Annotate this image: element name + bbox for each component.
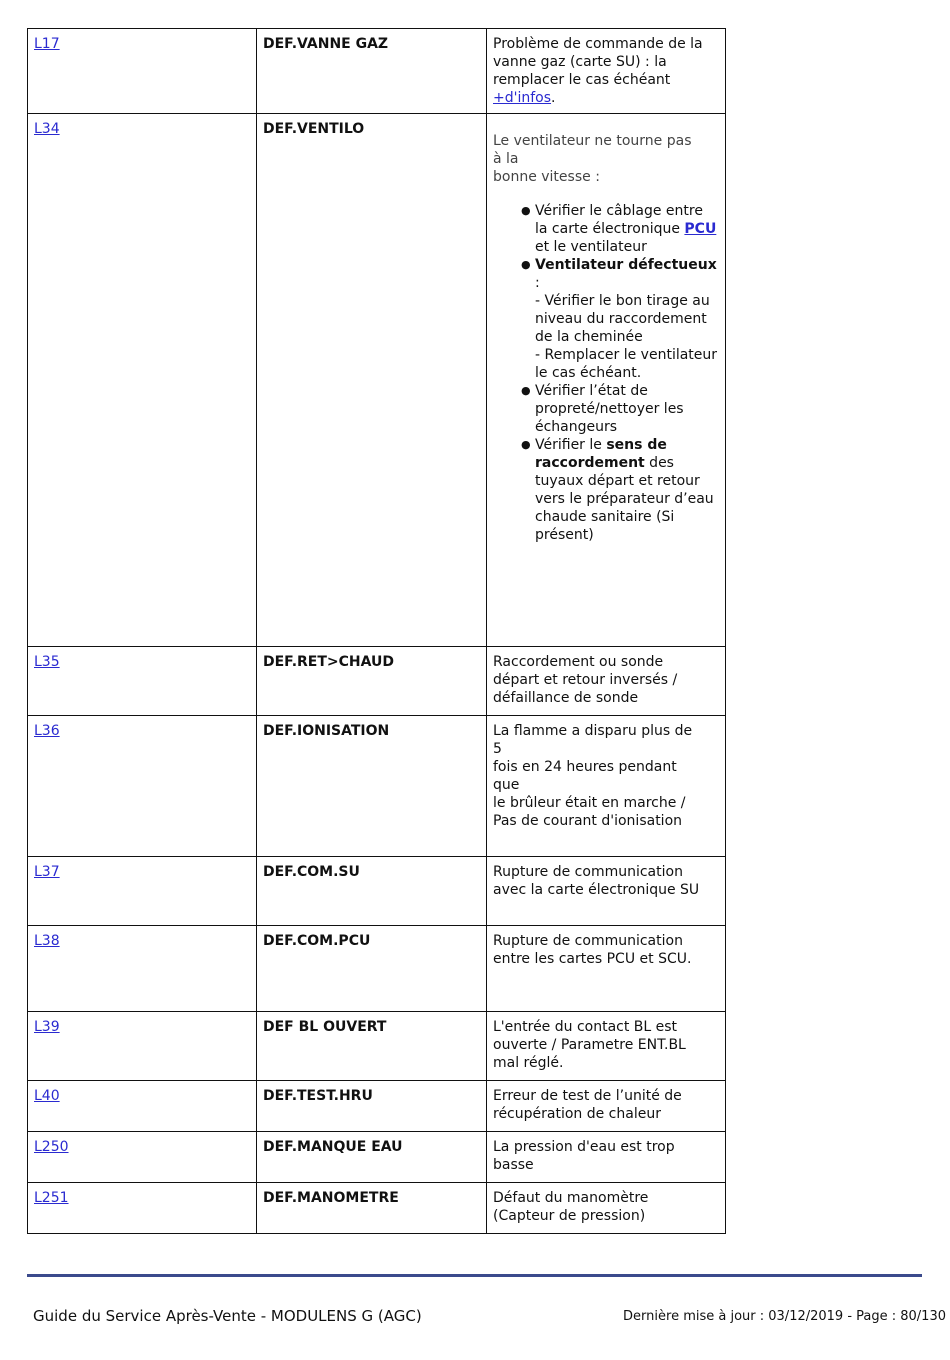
text: Vérifier le	[535, 437, 607, 453]
fault-name: DEF.COM.PCU	[263, 933, 371, 949]
fault-name-cell	[257, 1132, 487, 1183]
intro-line: à la	[493, 151, 519, 167]
description-line	[493, 89, 719, 107]
code-cell	[28, 1012, 257, 1081]
fault-name: DEF.COM.SU	[263, 864, 360, 880]
description-line: mal réglé.	[493, 1055, 564, 1071]
description-cell	[487, 716, 726, 857]
checklist-item	[535, 256, 719, 382]
description-line: basse	[493, 1157, 534, 1173]
fault-name: DEF.VANNE GAZ	[263, 36, 389, 52]
footer-rule	[27, 1274, 922, 1277]
fault-code-link[interactable]: L35	[34, 654, 60, 670]
fault-name: DEF.VENTILO	[263, 121, 365, 137]
checklist-item	[535, 436, 719, 544]
table-row	[28, 857, 726, 926]
code-cell	[28, 1132, 257, 1183]
intro-line: bonne vitesse :	[493, 169, 600, 185]
description-line: La pression d'eau est trop	[493, 1139, 675, 1155]
text: et le ventilateur	[535, 239, 647, 255]
fault-name-cell	[257, 1012, 487, 1081]
period: .	[551, 90, 556, 106]
fault-name-cell	[257, 1183, 487, 1234]
fault-name: DEF.MANQUE EAU	[263, 1139, 403, 1155]
fault-code-link[interactable]: L36	[34, 723, 60, 739]
description-cell	[487, 647, 726, 716]
intro-line: Le ventilateur ne tourne pas	[493, 133, 692, 149]
code-cell	[28, 29, 257, 114]
table-row	[28, 716, 726, 857]
description-line: (Capteur de pression)	[493, 1208, 646, 1224]
fault-code-link[interactable]: L40	[34, 1088, 60, 1104]
fault-name: DEF.TEST.HRU	[263, 1088, 373, 1104]
description-line: départ et retour inversés /	[493, 672, 678, 688]
fault-code-link[interactable]: L251	[34, 1190, 69, 1206]
fault-code-link[interactable]: L34	[34, 121, 60, 137]
fault-name-cell	[257, 647, 487, 716]
description-cell	[487, 1081, 726, 1132]
code-cell	[28, 926, 257, 1012]
table-row	[28, 926, 726, 1012]
description-line: Pas de courant d'ionisation	[493, 813, 683, 829]
fault-name-cell	[257, 29, 487, 114]
text: Vérifier le câblage entre la carte électronique	[535, 203, 703, 237]
description-cell	[487, 857, 726, 926]
fault-code-link[interactable]: L17	[34, 36, 60, 52]
description-line: Problème de commande de la	[493, 36, 703, 52]
code-cell	[28, 647, 257, 716]
description-line: vanne gaz (carte SU) : la	[493, 54, 667, 70]
description-cell	[487, 1132, 726, 1183]
table-row	[28, 1081, 726, 1132]
table-row	[28, 1132, 726, 1183]
description-line: que	[493, 777, 520, 793]
fault-name: DEF BL OUVERT	[263, 1019, 387, 1035]
description-cell	[487, 1012, 726, 1081]
description-line: récupération de chaleur	[493, 1106, 661, 1122]
description-line: L'entrée du contact BL est	[493, 1019, 678, 1035]
table-row	[28, 114, 726, 647]
description-line: ouverte / Parametre ENT.BL	[493, 1037, 686, 1053]
fault-name: DEF.RET>CHAUD	[263, 654, 395, 670]
footer-title: Guide du Service Après-Vente - MODULENS G (AGC)	[33, 1307, 422, 1325]
text: des tuyaux départ et retour vers le préparateur d’eau chaude sanitaire (Si présent)	[535, 455, 714, 543]
table-row	[28, 1183, 726, 1234]
more-info-link[interactable]: +d'infos	[493, 90, 552, 106]
fault-name-cell	[257, 716, 487, 857]
description-line: Raccordement ou sonde	[493, 654, 664, 670]
description-line: 5	[493, 741, 502, 757]
description-line: fois en 24 heures pendant	[493, 759, 677, 775]
fault-name-cell	[257, 926, 487, 1012]
description-cell	[487, 926, 726, 1012]
code-cell	[28, 857, 257, 926]
description-line: défaillance de sonde	[493, 690, 639, 706]
sub-line: - Vérifier le bon tirage au niveau du raccordement de la cheminée	[535, 293, 710, 345]
footer-page-info: Dernière mise à jour : 03/12/2019 - Page : 80/130	[623, 1309, 946, 1324]
description-line: La flamme a disparu plus de	[493, 723, 693, 739]
code-cell	[28, 716, 257, 857]
code-cell	[28, 114, 257, 647]
fault-code-link[interactable]: L38	[34, 933, 60, 949]
fault-name-cell	[257, 114, 487, 647]
text: :	[535, 275, 540, 291]
bold-text: sens de raccordement	[535, 437, 667, 471]
description-line: le brûleur était en marche /	[493, 795, 686, 811]
description-cell	[487, 29, 726, 114]
checklist-item	[535, 202, 719, 256]
description-line: Erreur de test de l’unité de	[493, 1088, 682, 1104]
sub-line: - Remplacer le ventilateur le cas échéant.	[535, 347, 718, 381]
description-line: entre les cartes PCU et SCU.	[493, 951, 692, 967]
fault-code-link[interactable]: L39	[34, 1019, 60, 1035]
description-cell	[487, 1183, 726, 1234]
table-row	[28, 29, 726, 114]
description-line: Rupture de communication	[493, 864, 683, 880]
code-cell	[28, 1183, 257, 1234]
description-line: remplacer le cas échéant	[493, 72, 671, 88]
fault-name: DEF.IONISATION	[263, 723, 390, 739]
checklist	[493, 202, 719, 544]
fault-code-link[interactable]: L250	[34, 1139, 69, 1155]
text: Vérifier l’état de propreté/nettoyer les échangeurs	[535, 383, 684, 435]
description-line: Défaut du manomètre	[493, 1190, 649, 1206]
table-row	[28, 1012, 726, 1081]
fault-name-cell	[257, 857, 487, 926]
pcu-link[interactable]: PCU	[684, 221, 717, 237]
fault-code-link[interactable]: L37	[34, 864, 60, 880]
description-line: avec la carte électronique SU	[493, 882, 700, 898]
checklist-item	[535, 382, 719, 436]
table-row	[28, 647, 726, 716]
bold-text: Ventilateur défectueux	[535, 257, 717, 273]
fault-name: DEF.MANOMETRE	[263, 1190, 399, 1206]
code-cell	[28, 1081, 257, 1132]
description-cell	[487, 114, 726, 647]
fault-code-table	[27, 28, 726, 1234]
description-line: Rupture de communication	[493, 933, 683, 949]
fault-name-cell	[257, 1081, 487, 1132]
